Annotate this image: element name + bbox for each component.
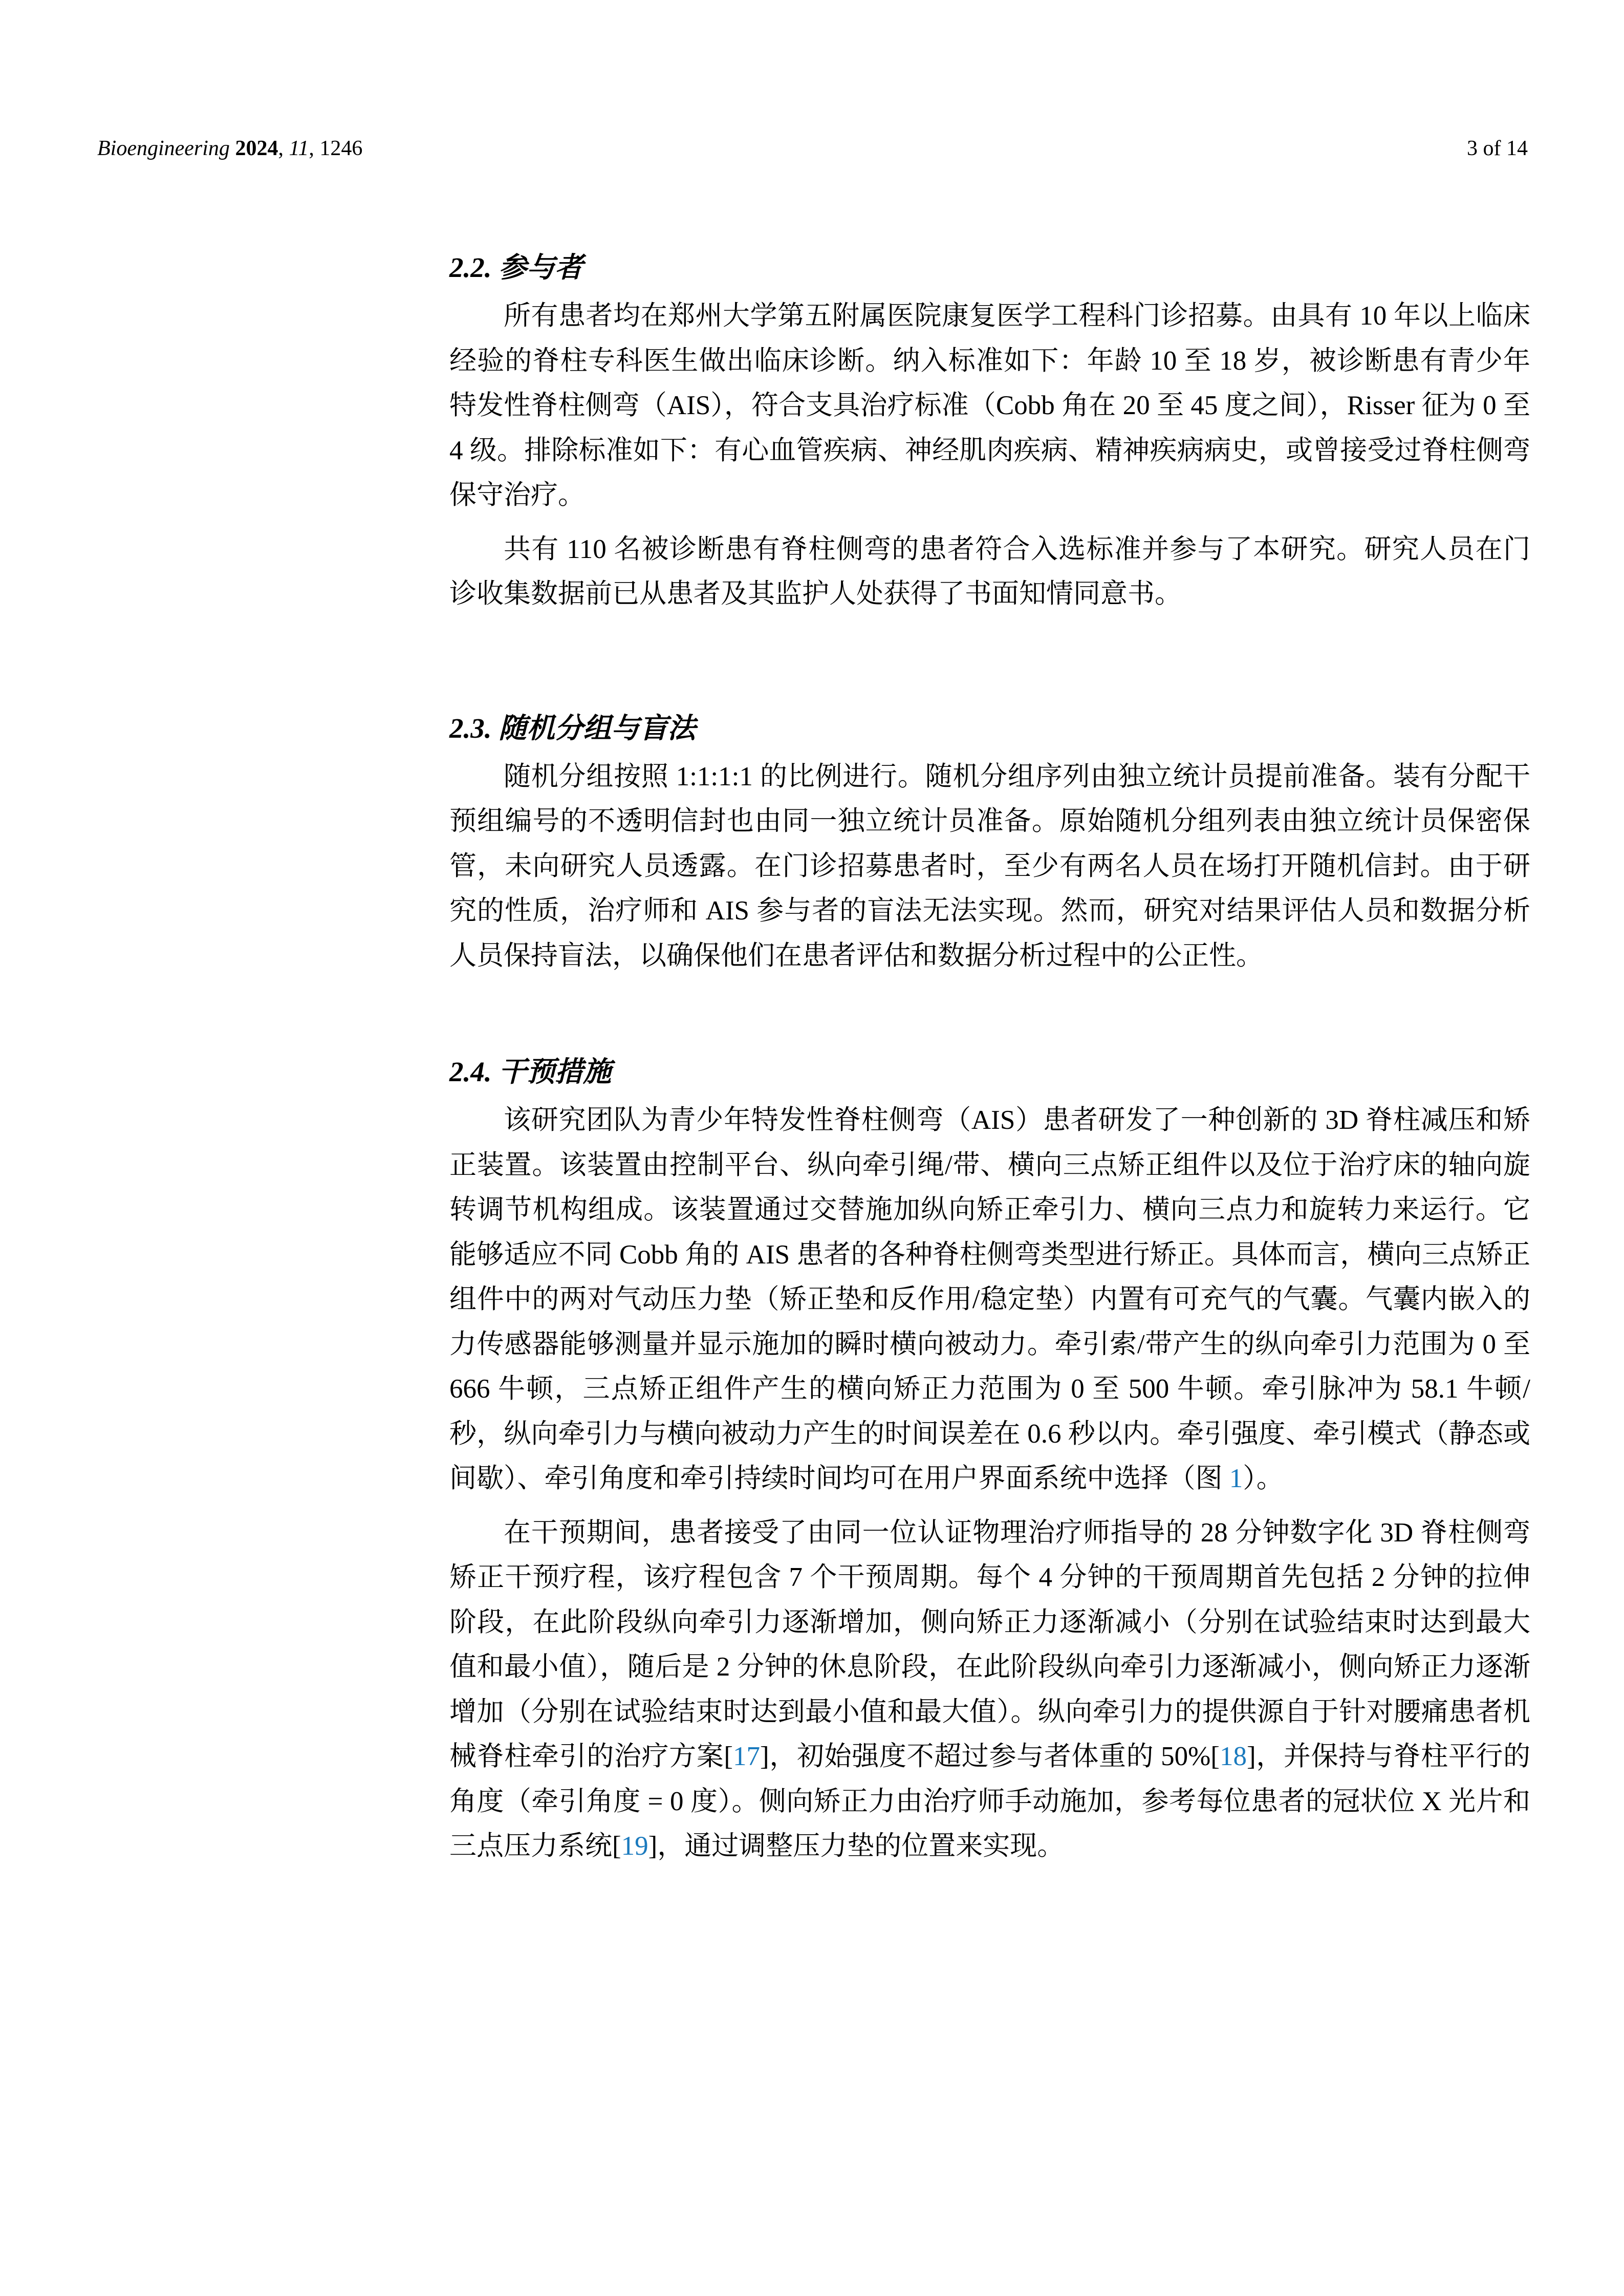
text-run: ]，并保持与脊柱平行的角度（牵引角度 = 0 度）。侧向矫正力由治疗师手动施加，参考每位患者的冠状位 X 光片和三点压力系统[ xyxy=(449,1742,1531,1861)
reference-link[interactable]: 19 xyxy=(621,1831,648,1861)
text-run: 在干预期间，患者接受了由同一位认证物理治疗师指导的 28 分钟数字化 3D 脊柱侧弯矫正干预疗程，该疗程包含 7 个干预周期。每个 4 分钟的干预周期首先包括 2 分钟的拉伸阶段，在此阶段纵向牵引力逐渐增加，侧向矫正力逐渐减小（分别在试验结束时达到最大值和最小值），随后是 2 分钟的休息阶段，在此阶段纵向牵引力逐渐减小，侧向矫正力逐渐增加（分别在试验结束时达到最小值和最大值）。纵向牵引力的提供源自于针对腰痛患者机械脊柱牵引的治疗方案[ xyxy=(449,1517,1530,1771)
reference-link[interactable]: 18 xyxy=(1219,1742,1247,1771)
article-body xyxy=(449,251,1530,1869)
section-heading: 2.2. 参与者 xyxy=(449,252,583,283)
text-run: 所有患者均在郑州大学第五附属医院康复医学工程科门诊招募。由具有 10 年以上临床经验的脊柱专科医生做出临床诊断。纳入标准如下：年龄 10 至 18 岁，被诊断患有青少年特发性脊柱侧弯（AIS），符合支具治疗标准（Cobb 角在 20 至 45 度之间），Risser 征为 0 至 4 级。排除标准如下：有心血管疾病、神经肌肉疾病、精神疾病病史，或曾接受过脊柱侧弯保守治疗。 xyxy=(449,301,1530,510)
text-run: 2024 xyxy=(235,137,278,160)
text-run: ]，通过调整压力垫的位置来实现。 xyxy=(648,1831,1065,1861)
section-participants xyxy=(449,251,1530,617)
page-number: 3 of 14 xyxy=(1467,137,1528,160)
text-run: , xyxy=(278,137,289,160)
text-run: 该研究团队为青少年特发性脊柱侧弯（AIS）患者研发了一种创新的 3D 脊柱减压和矫正装置。该装置由控制平台、纵向牵引绳/带、横向三点矫正组件以及位于治疗床的轴向旋转调节机构组成。该装置通过交替施加纵向矫正牵引力、横向三点力和旋转力来运行。它能够适应不同 Cobb 角的 AIS 患者的各种脊柱侧弯类型进行矫正。具体而言，横向三点矫正组件中的两对气动压力垫（矫正垫和反作用/稳定垫）内置有可充气的气囊。气囊内嵌入的力传感器能够测量并显示施加的瞬时横向被动力。牵引索/带产生的纵向牵引力范围为 0 至 666 牛顿，三点矫正组件产生的横向矫正力范围为 0 至 500 牛顿。牵引脉冲为 58.1 牛顿/秒，纵向牵引力与横向被动力产生的时间误差在 0.6 秒以内。牵引强度、牵引模式（静态或间歇）、牵引角度和牵引持续时间均可在用户界面系统中选择（图 xyxy=(449,1105,1530,1493)
paragraph xyxy=(449,1511,1530,1869)
paragraph xyxy=(449,294,1530,518)
running-header xyxy=(97,136,1528,161)
text-run: , 1246 xyxy=(309,137,363,160)
reference-link[interactable]: 1 xyxy=(1229,1464,1243,1493)
text-run: 共有 110 名被诊断患有脊柱侧弯的患者符合入选标准并参与了本研究。研究人员在门诊收集数据前已从患者及其监护人处获得了书面知情同意书。 xyxy=(449,534,1530,609)
section-heading: 2.3. 随机分组与盲法 xyxy=(449,712,696,744)
journal-citation xyxy=(97,136,362,161)
text-run: ]，初始强度不超过参与者体重的 50%[ xyxy=(760,1742,1220,1771)
text-run: ）。 xyxy=(1243,1464,1284,1493)
section-intervention xyxy=(449,1055,1530,1869)
text-run: Bioengineering xyxy=(97,137,235,160)
section-randomization-blinding xyxy=(449,712,1530,979)
text-run: 随机分组按照 1:1:1:1 的比例进行。随机分组序列由独立统计员提前准备。装有分配干预组编号的不透明信封也由同一独立统计员准备。原始随机分组列表由独立统计员保密保管，未向研究人员透露。在门诊招募患者时，至少有两名人员在场打开随机信封。由于研究的性质，治疗师和 AIS 参与者的盲法无法实现。然而，研究对结果评估人员和数据分析人员保持盲法，以确保他们在患者评估和数据分析过程中的公正性。 xyxy=(449,761,1530,971)
paragraph xyxy=(449,755,1530,979)
paragraph xyxy=(449,527,1530,617)
reference-link[interactable]: 17 xyxy=(733,1742,761,1771)
section-heading: 2.4. 干预措施 xyxy=(449,1056,612,1087)
paragraph xyxy=(449,1098,1530,1501)
text-run: 11 xyxy=(289,137,309,160)
